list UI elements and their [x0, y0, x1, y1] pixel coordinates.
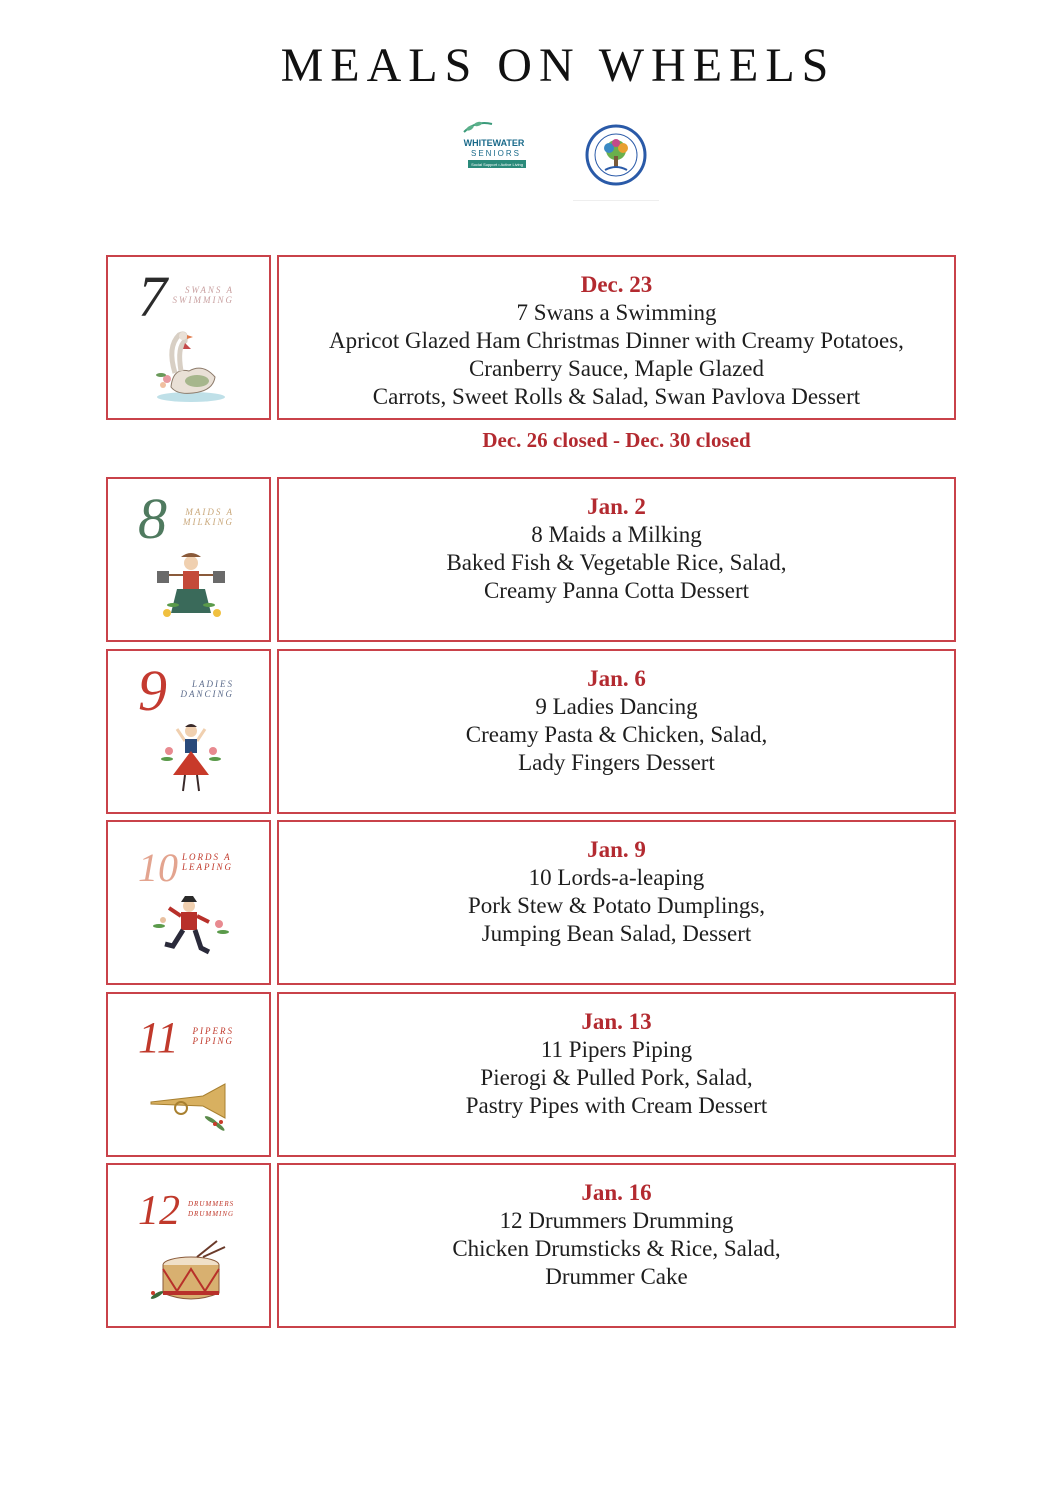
pipers-illustration-panel [106, 992, 271, 1157]
menu-line: Creamy Pasta & Chicken, Salad, [465, 722, 768, 747]
menu-line: Jumping Bean Salad, Dessert [481, 921, 752, 946]
milkmaid-icon [133, 549, 248, 629]
menu-line: Lady Fingers Dessert [518, 750, 715, 775]
day-number: 11 [138, 1013, 179, 1062]
maids-illustration-panel [106, 477, 271, 642]
menu-line: 7 Swans a Swimming [516, 300, 717, 325]
menu-card-jan-2 [277, 477, 956, 642]
menu-date: Jan. 13 [581, 1009, 652, 1034]
district-seniors-seal [585, 124, 647, 186]
menu-date: Dec. 23 [580, 272, 653, 297]
menu-line: Creamy Panna Cotta Dessert [483, 578, 750, 603]
menu-line: Pierogi & Pulled Pork, Salad, [480, 1065, 753, 1090]
menu-date: Jan. 9 [587, 837, 646, 862]
trumpet-icon [133, 1064, 248, 1144]
day-label: SWANS A SWIMMING [172, 285, 234, 305]
menu-date: Jan. 2 [587, 494, 646, 519]
menu-line: Baked Fish & Vegetable Rice, Salad, [446, 550, 787, 575]
drum-icon [133, 1235, 248, 1315]
lords-illustration-panel [106, 820, 271, 985]
menu-card-dec-23 [277, 255, 956, 420]
dancer-icon [133, 721, 248, 801]
whitewater-seniors-logo [456, 118, 532, 174]
menu-card-jan-6 [277, 649, 956, 814]
page-title: MEALS ON WHEELS [280, 39, 836, 92]
menu-card-jan-9 [277, 820, 956, 985]
day-number: 7 [138, 264, 167, 329]
closed-notice: Dec. 26 closed - Dec. 30 closed [482, 428, 751, 452]
day-number: 8 [138, 486, 167, 551]
day-label: MAIDS A MILKING [182, 507, 234, 527]
menu-line: 8 Maids a Milking [531, 522, 702, 547]
menu-line: 11 Pipers Piping [540, 1037, 693, 1062]
ladies-illustration-panel [106, 649, 271, 814]
swans-illustration-panel [106, 255, 271, 420]
menu-line: Drummer Cake [545, 1264, 688, 1289]
swan-icon [133, 327, 248, 407]
day-label: LORDS A LEAPING [182, 852, 233, 872]
svg-text:SENIORS: SENIORS [470, 149, 522, 158]
menu-line: Chicken Drumsticks & Rice, Salad, [452, 1236, 781, 1261]
menu-line: 12 Drummers Drumming [499, 1208, 734, 1233]
menu-line: Apricot Glazed Ham Christmas Dinner with Creamy Potatoes, [329, 328, 904, 353]
day-label: LADIES DANCING [180, 679, 234, 699]
menu-card-jan-13 [277, 992, 956, 1157]
day-number: 12 [138, 1188, 180, 1234]
leaping-lord-icon [133, 892, 248, 972]
menu-card-jan-16 [277, 1163, 956, 1328]
menu-date: Jan. 16 [581, 1180, 652, 1205]
day-label: PIPERS PIPING [192, 1026, 234, 1046]
logo-divider [573, 200, 659, 201]
menu-line: Pastry Pipes with Cream Dessert [465, 1093, 768, 1118]
svg-text:WHITEWATER: WHITEWATER [463, 138, 525, 148]
menu-line: Carrots, Sweet Rolls & Salad, Swan Pavlova Dessert [372, 384, 861, 409]
day-number: 10 [138, 845, 178, 890]
menu-date: Jan. 6 [587, 666, 646, 691]
day-number: 9 [138, 658, 167, 723]
menu-line: 9 Ladies Dancing [535, 694, 698, 719]
menu-line: 10 Lords-a-leaping [528, 865, 705, 890]
svg-text:Social Support • Active Living: Social Support • Active Living [471, 162, 523, 167]
drummers-illustration-panel [106, 1163, 271, 1328]
menu-line: Pork Stew & Potato Dumplings, [467, 893, 766, 918]
day-label: DRUMMERS DRUMMING [188, 1200, 235, 1218]
menu-line: Cranberry Sauce, Maple Glazed [468, 356, 765, 381]
